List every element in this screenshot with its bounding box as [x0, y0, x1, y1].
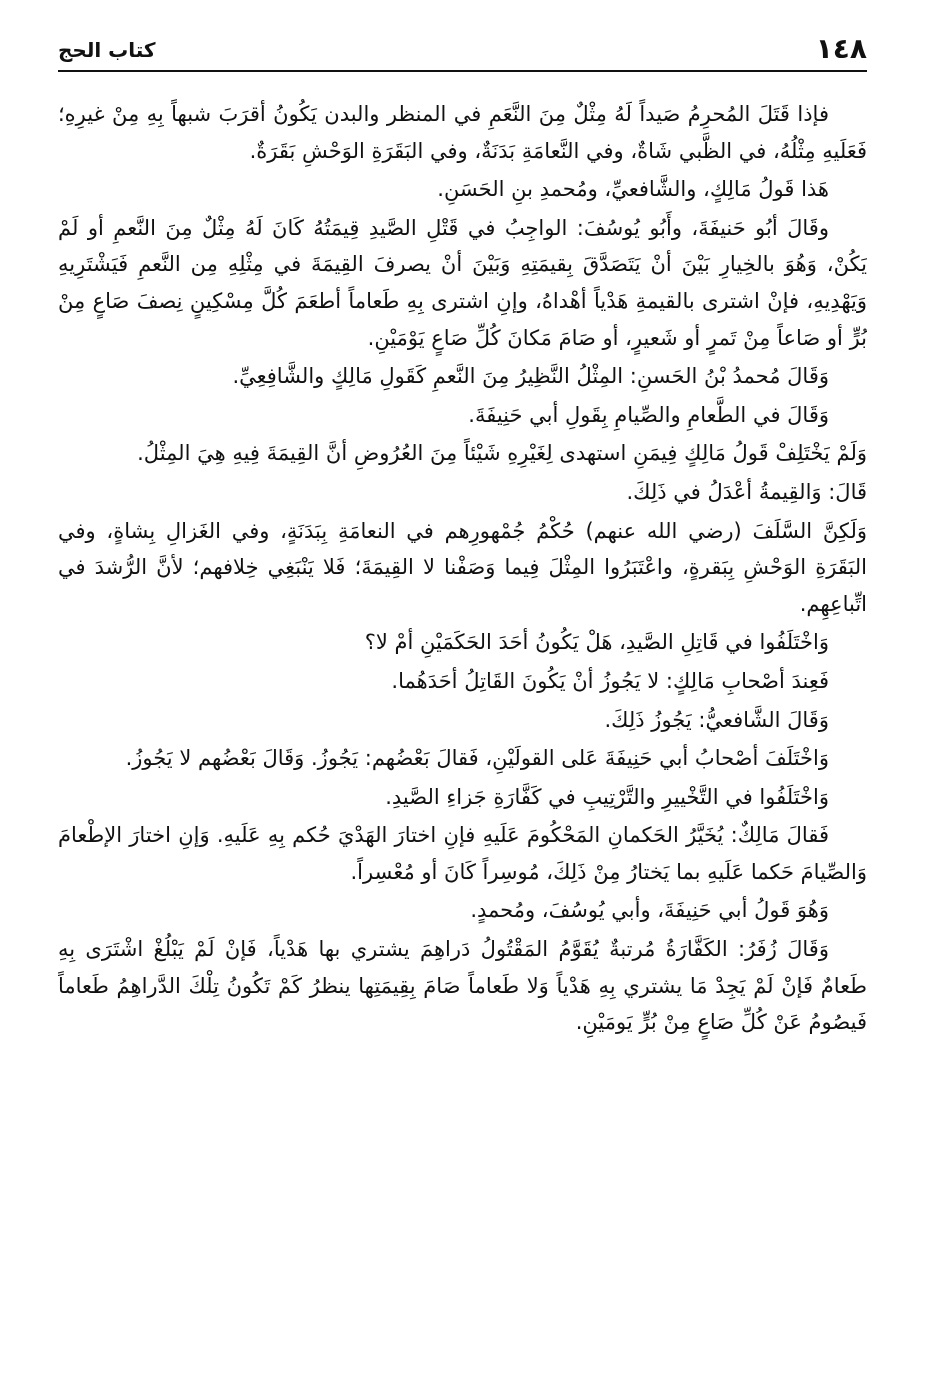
paragraph-10: فَعِندَ أصْحابِ مَالِكٍ: لا يَجُوزُ أنْ يَكُونَ القَاتِلُ أحَدَهُما.: [391, 668, 829, 693]
page-header: [58, 30, 867, 72]
paragraph-15: وَهُوَ قَولُ أبي حَنِيفَةَ، وأبي يُوسُفَ، ومُحمدٍ.: [470, 898, 829, 923]
page-body: [58, 96, 867, 1367]
paragraph-8: وَلَكِنَّ السَّلَفَ (رضي الله عنهم) حُكْمُ جُمْهورِهم في النعامَةِ بِبَدَنَةٍ، وفي الغَزالِ بِشاةٍ، وفي البَقَرَةِ الوَحْشِ بِبَقرةٍ، واعْتَبَرُوا المِثْلَ فِيما وَصَفْنا لا القِيمَةَ؛ فَلا يَنْبَغِي خِلافهم؛ لأنَّ الرُّشدَ في اتِّباعِهِم.: [58, 518, 867, 616]
paragraph-12: وَاخْتَلَفَ أصْحابُ أبي حَنِيفَةَ عَلى القولَيْنِ، فَقالَ بَعْضُهم: يَجُوزُ. وَقَالَ بَعْضُهم لا يَجُوزُ.: [125, 746, 829, 771]
paragraph-7: قَالَ: وَالقِيمةُ أعْدَلُ في ذَلِكَ.: [626, 479, 867, 504]
paragraph-9: وَاخْتَلَفُوا في قَاتِلِ الصَّيدِ، هَلْ يَكُونُ أحَدَ الحَكَمَيْنِ أمْ لا؟: [364, 630, 829, 655]
paragraph-5: وَقَالَ في الطَّعامِ والصِّيامِ بِقَولِ أبي حَنِيفَةَ.: [468, 402, 829, 427]
paragraph-2: هَذا قَولُ مَالِكٍ، والشَّافعيِّ، ومُحمدِ بنِ الحَسَنِ.: [437, 177, 829, 202]
paragraph-1: فإذا قَتَلَ المُحرِمُ صَيداً لَهُ مِثْلٌ مِنَ النَّعَمِ في المنظر والبدن يَكُونُ أقرَبَ شبهاً بِهِ مِنْ غيرِهِ؛ فَعَلَيهِ مِثْلُهُ، في الظَّبي شَاةٌ، وفي النَّعامَةِ بَدَنَةٌ، وفي البَقَرَةِ الوَحْشِ بَقَرَةٌ.: [58, 102, 867, 163]
page-number: ١٤٨: [815, 32, 867, 65]
paragraph-16: وَقَالَ زُفَرُ: الكَفَّارَةُ مُرتبةٌ يُقَوَّمُ المَقْتُولُ دَراهِمَ يشتري بها هَدْياً، فَإنْ لَمْ يَبْلُغْ اشْتَرَى بِهِ طَعامٌ فَإنْ لَمْ يَجِدْ مَا يشتري بِهِ هَدْياً وَلا طَعاماً صَامَ بِقِيمَتِها ينظرُ كَمْ تَكُونُ تِلْكَ الدَّراهِمُ طَعاماً فَيصُومُ عَنْ كُلِّ صَاعٍ مِنْ بُرٍّ يَومَيْنِ.: [58, 937, 867, 1035]
paragraph-3: وقَالَ أبُو حَنيفَةَ، وأَبُو يُوسُفَ: الواجِبُ في قَتْلِ الصَّيدِ قِيمَتُهُ كَانَ لَهُ مِثْلٌ مِنَ النَّعمِ أو لَمْ يَكُنْ، وَهُوَ بالخِيارِ بَيْنَ أنْ يَتَصَدَّقَ بِقيمَتِهِ وَبَيْنَ أنْ يصرفَ القِيمَةَ في مِثْلِهِ مِن النَّعمِ فَيَشْتَرِيهِ وَيَهْدِيهِ، فإنْ اشترى بالقيمةِ هَدْياً أهْداهُ، وإنِ اشترى بِهِ طَعاماً أطعَمَ كُلَّ مِسْكِينٍ نِصفَ صَاعٍ مِنْ بُرٍّ أو صَاعاً مِنْ تَمرٍ أو شَعيرٍ، أو صَامَ مَكانَ كُلِّ صَاعٍ يَوْمَيْنِ.: [58, 215, 867, 350]
paragraph-14: فَقالَ مَالِكٌ: يُخَيَّرُ الحَكمانِ المَحْكُومَ عَلَيهِ فإنِ اختارَ الهَدْيَ حُكم بِهِ عَلَيهِ. وَإنِ اختارَ الإطْعامَ وَالصِّيامَ حَكما عَلَيهِ بما يَختارُ مِنْ ذَلِكَ، مُوسِراً كَانَ أو مُعْسِراً.: [58, 823, 867, 884]
paragraph-4: وَقَالَ مُحمدُ بْنُ الحَسنِ: المِثْلُ النَّظِيرُ مِنَ النَّعمِ كَقَولِ مَالِكٍ والشَّافِعِيِّ.: [232, 364, 829, 389]
paragraph-6: وَلَمْ يَخْتَلِفْ قَولُ مَالِكٍ فِيمَنِ استهدى لِغَيْرِهِ شَيْئاً مِنَ العُرُوضِ أنَّ القِيمَةَ فِيهِ هِيَ المِثْلُ.: [137, 441, 867, 466]
running-title: كتاب الحج: [58, 38, 156, 62]
paragraph-13: وَاخْتَلَفُوا في التَّخْييرِ والتَّرْتِيبِ في كَفَّارَةِ جَزاءِ الصَّيدِ.: [385, 784, 829, 809]
paragraph-11: وَقَالَ الشَّافعيُّ: يَجُوزُ ذَلِكَ.: [604, 707, 829, 732]
